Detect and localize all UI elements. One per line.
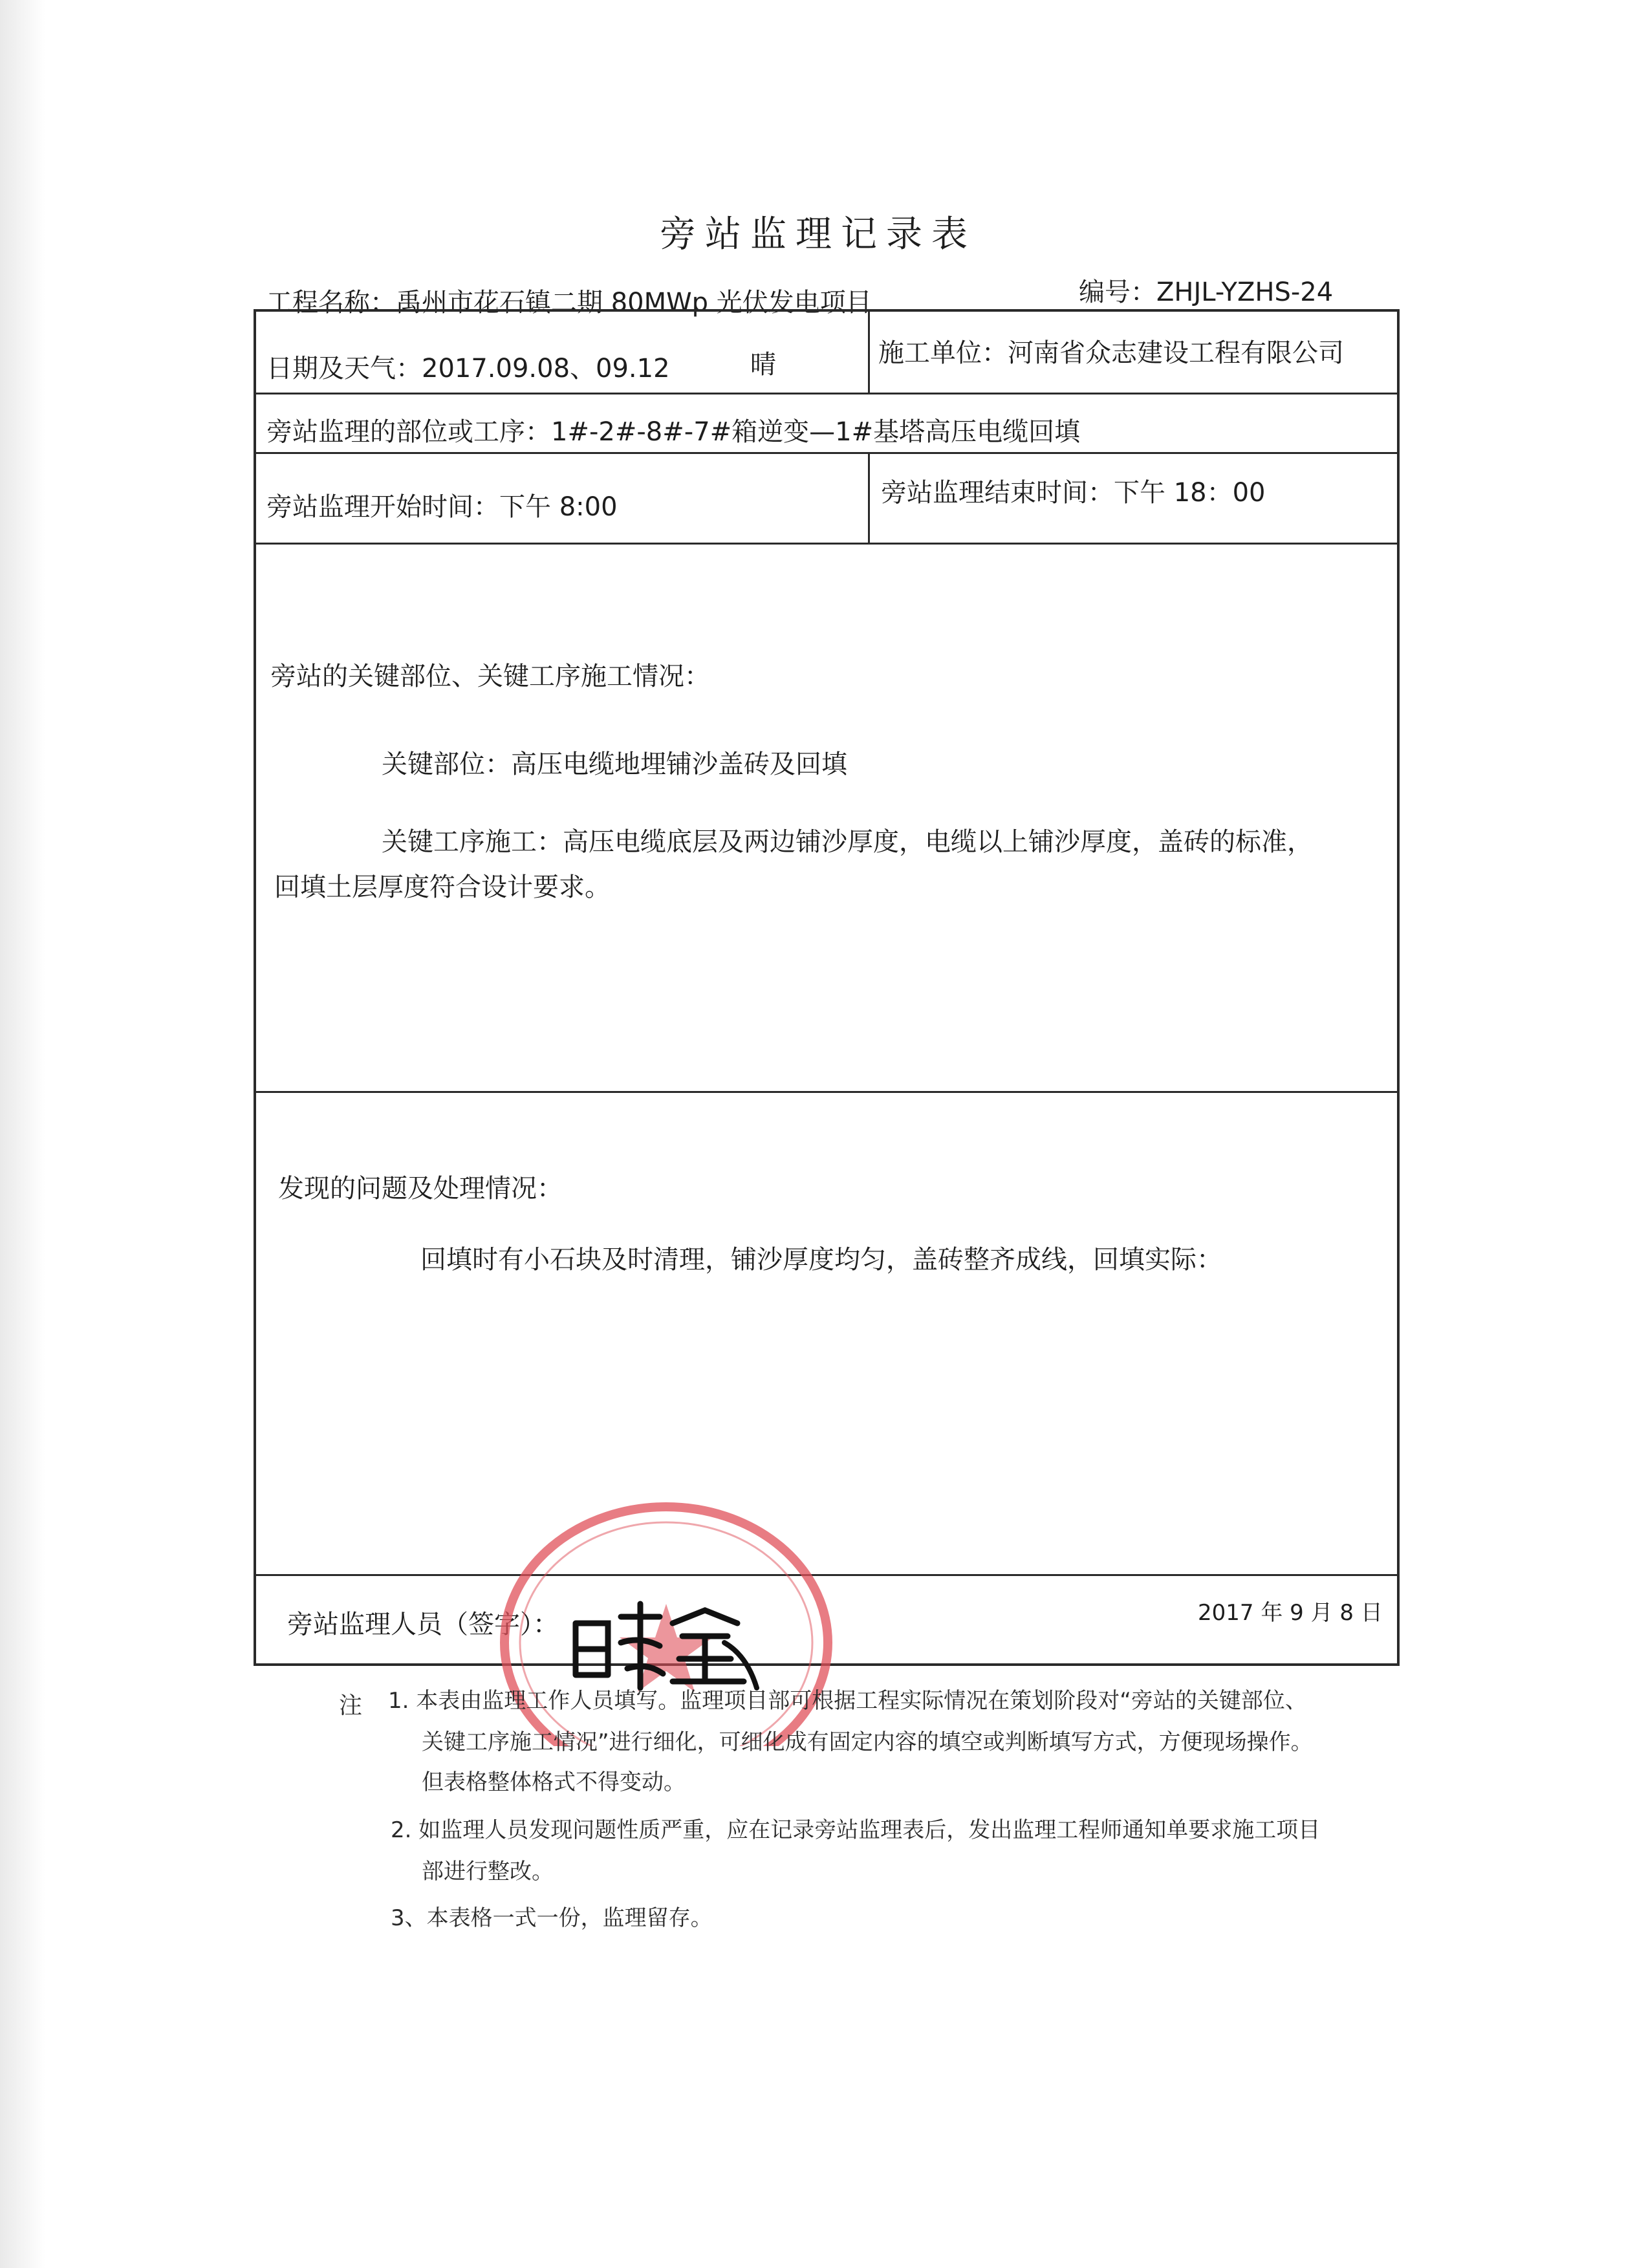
location-process-field: 旁站监理的部位或工序：1#-2#-8#-7#箱逆变—1#基塔高压电缆回填 [266,417,1081,447]
issues-section-heading: 发现的问题及处理情况： [278,1174,563,1204]
key-process-text-cont: 回填土层厚度符合设计要求。 [274,872,611,902]
note-2-cont: 部进行整改。 [422,1859,554,1885]
end-time-field: 旁站监理结束时间：下午 18：00 [881,478,1266,508]
key-part-text: 关键部位：高压电缆地埋铺沙盖砖及回填 [382,750,847,779]
start-time-field: 旁站监理开始时间：下午 8:00 [266,492,618,522]
document-title: 旁站监理记录表 [660,213,977,255]
issues-text: 回填时有小石块及时清理，铺沙厚度均匀，盖砖整齐成线，回填实际： [420,1245,1222,1275]
note-1-cont: 关键工序施工情况”进行细化，可细化成有固定内容的填空或判断填写方式，方便现场操作。 [422,1729,1313,1755]
column-divider [868,452,870,543]
handwritten-signature [569,1597,763,1694]
note-1-cont2: 但表格整体格式不得变动。 [422,1769,686,1795]
note-2: 2. 如监理人员发现问题性质严重，应在记录旁站监理表后，发出监理工程师通知单要求施工项目 [391,1817,1321,1843]
project-name: 工程名称：禹州市花石镇二期 80MWp 光伏发电项目 [266,288,872,318]
signature-date: 2017 年 9 月 8 日 [1198,1600,1383,1626]
key-process-text: 关键工序施工：高压电缆底层及两边铺沙厚度，电缆以上铺沙厚度，盖砖的标准， [382,827,1313,857]
key-section-heading: 旁站的关键部位、关键工序施工情况： [270,662,710,691]
column-divider [868,312,870,393]
scan-edge-shade [0,0,45,2268]
row-divider [256,1091,1397,1093]
contractor-field: 施工单位：河南省众志建设工程有限公司 [878,338,1344,368]
note-3: 3、本表格一式一份，监理留存。 [391,1905,713,1931]
row-divider [256,452,1397,454]
date-weather-field: 日期及天气：2017.09.08、09.12 [266,354,670,383]
note-1: 1. 本表由监理工作人员填写。监理项目部可根据工程实际情况在策划阶段对“旁站的关键部位、 [388,1688,1307,1714]
row-divider [256,543,1397,545]
notes-marker: 注 [339,1692,363,1719]
document-number: 编号：ZHJL-YZHS-24 [1079,277,1334,307]
row-divider [256,393,1397,394]
supervisor-signature-label: 旁站监理人员（签字）： [287,1610,559,1639]
weather-value: 晴 [750,350,776,380]
